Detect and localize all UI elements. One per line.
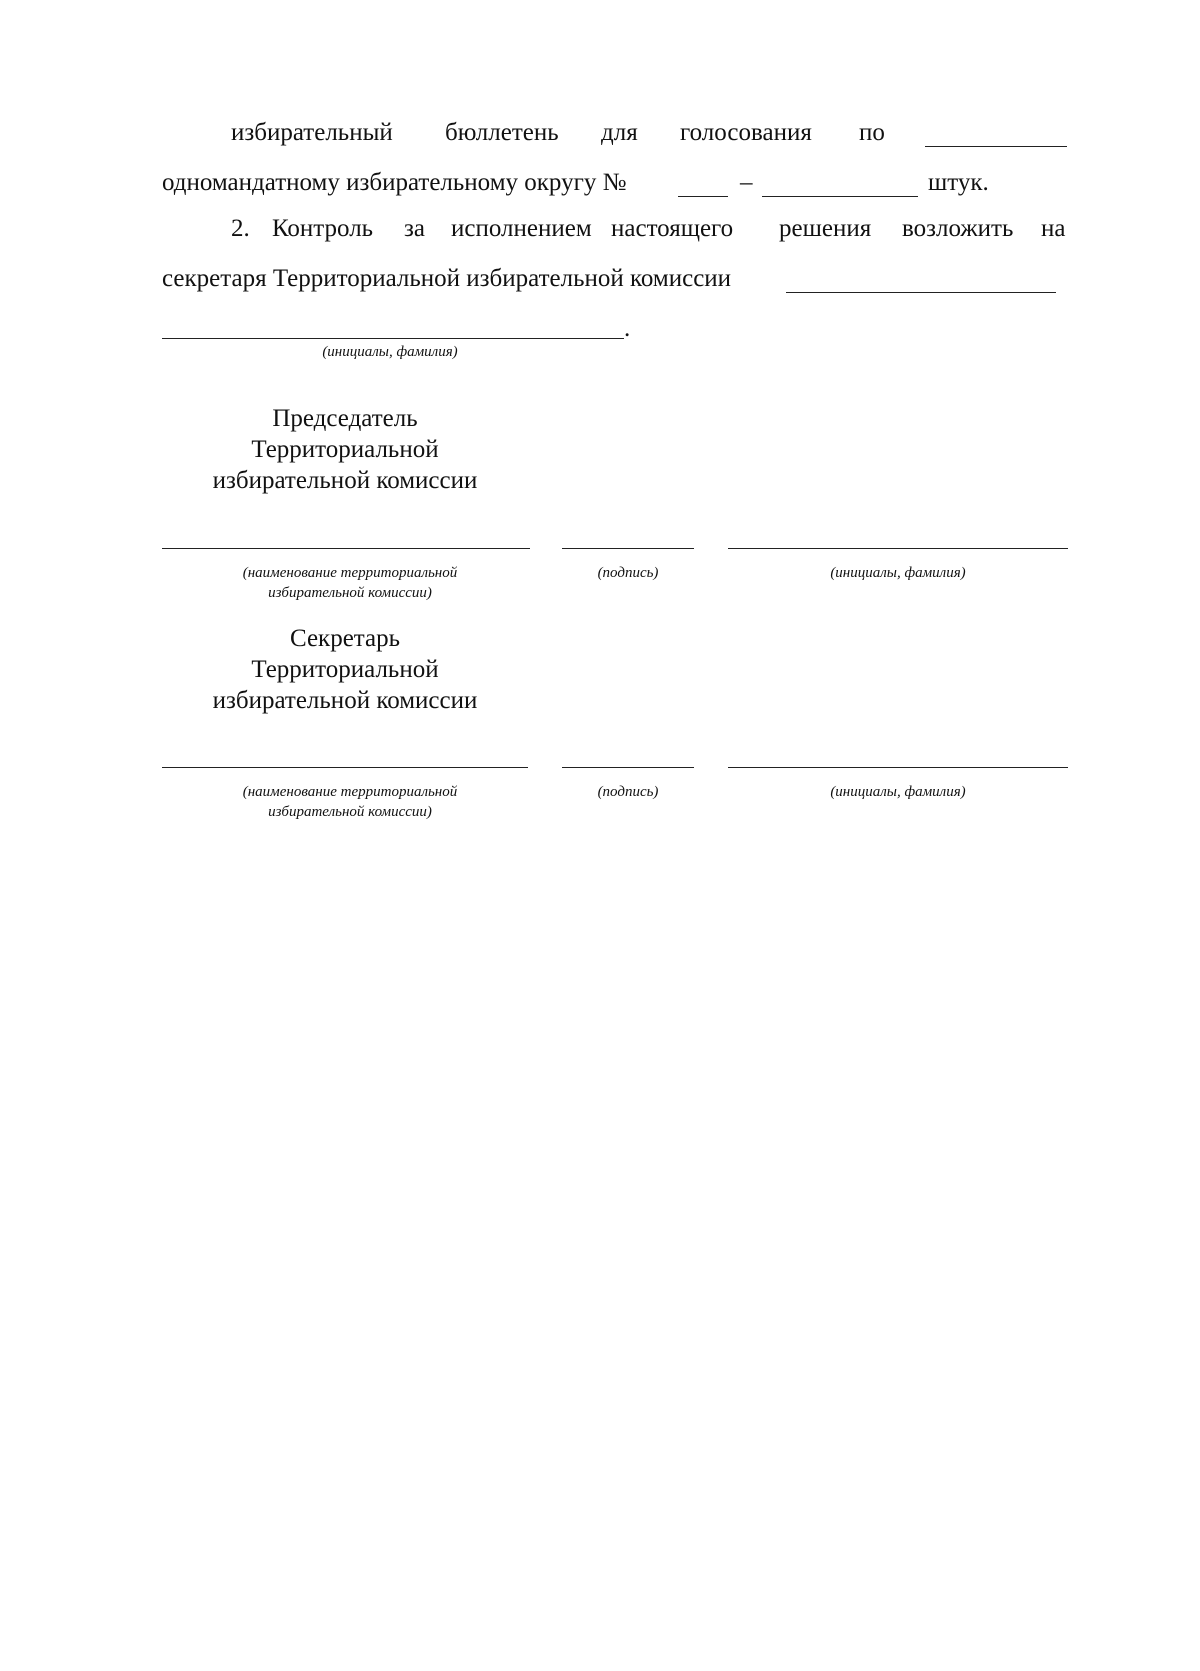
paragraph-2-line-1 [0, 216, 1200, 246]
secretary-commission-line [162, 767, 528, 768]
initials-caption: (инициалы, фамилия) [322, 344, 458, 360]
word: настоящего [611, 215, 734, 242]
district-text: одномандатному избирательному округу № [162, 169, 627, 196]
secretary-title-line: Секретарь [289, 625, 401, 652]
secretary-text: секретаря Территориальной избирательной комиссии [162, 265, 732, 292]
chairman-signature-caption: (подпись) [597, 565, 659, 581]
word: бюллетень [445, 119, 559, 146]
chairman-name-line [728, 548, 1068, 549]
chairman-title-line: Территориальной [251, 436, 439, 463]
caption-line: избирательной комиссии) [268, 585, 432, 601]
word: на [1041, 215, 1066, 242]
chairman-signature-line [562, 548, 694, 549]
word: решения [779, 215, 872, 242]
secretary-title-line: Территориальной [251, 656, 439, 683]
word: по [859, 119, 885, 146]
word: 2. [231, 215, 250, 242]
chairman-name-caption: (инициалы, фамилия) [830, 565, 966, 581]
chairman-title-line: избирательной комиссии [212, 467, 478, 494]
word: Контроль [272, 215, 374, 242]
secretary-name-blank [786, 292, 1056, 293]
period [624, 316, 630, 341]
caption-line: (наименование территориальной [242, 784, 458, 800]
secretary-title-line: избирательной комиссии [212, 687, 478, 714]
chairman-title-line: Председатель [272, 405, 418, 432]
secretary-commission-caption [180, 782, 520, 822]
word: избирательный [231, 119, 393, 146]
word: возложить [902, 215, 1014, 242]
secretary-title [190, 623, 500, 716]
secretary-name-line [728, 767, 1068, 768]
unit-label [928, 170, 989, 195]
caption-line: (наименование территориальной [242, 565, 458, 581]
dash-text: – [740, 169, 753, 196]
dash [740, 170, 753, 195]
word: голосования [680, 119, 812, 146]
unit-text: штук. [928, 169, 989, 196]
paragraph-1-line-2 [162, 170, 626, 195]
chairman-commission-line [162, 548, 530, 549]
secretary-name-caption: (инициалы, фамилия) [830, 784, 966, 800]
chairman-title [190, 403, 500, 496]
secretary-signature-line [562, 767, 694, 768]
period-text: . [624, 315, 631, 342]
secretary-name-blank-continued [162, 338, 624, 339]
word: для [601, 119, 638, 146]
word: исполнением [451, 215, 592, 242]
chairman-commission-caption [180, 563, 520, 603]
word: за [404, 215, 425, 242]
quantity-blank [762, 196, 918, 197]
paragraph-2-line-2 [162, 266, 731, 291]
secretary-signature-caption: (подпись) [597, 784, 659, 800]
district-name-blank [925, 146, 1067, 147]
district-number-blank [678, 196, 728, 197]
caption-line: избирательной комиссии) [268, 804, 432, 820]
